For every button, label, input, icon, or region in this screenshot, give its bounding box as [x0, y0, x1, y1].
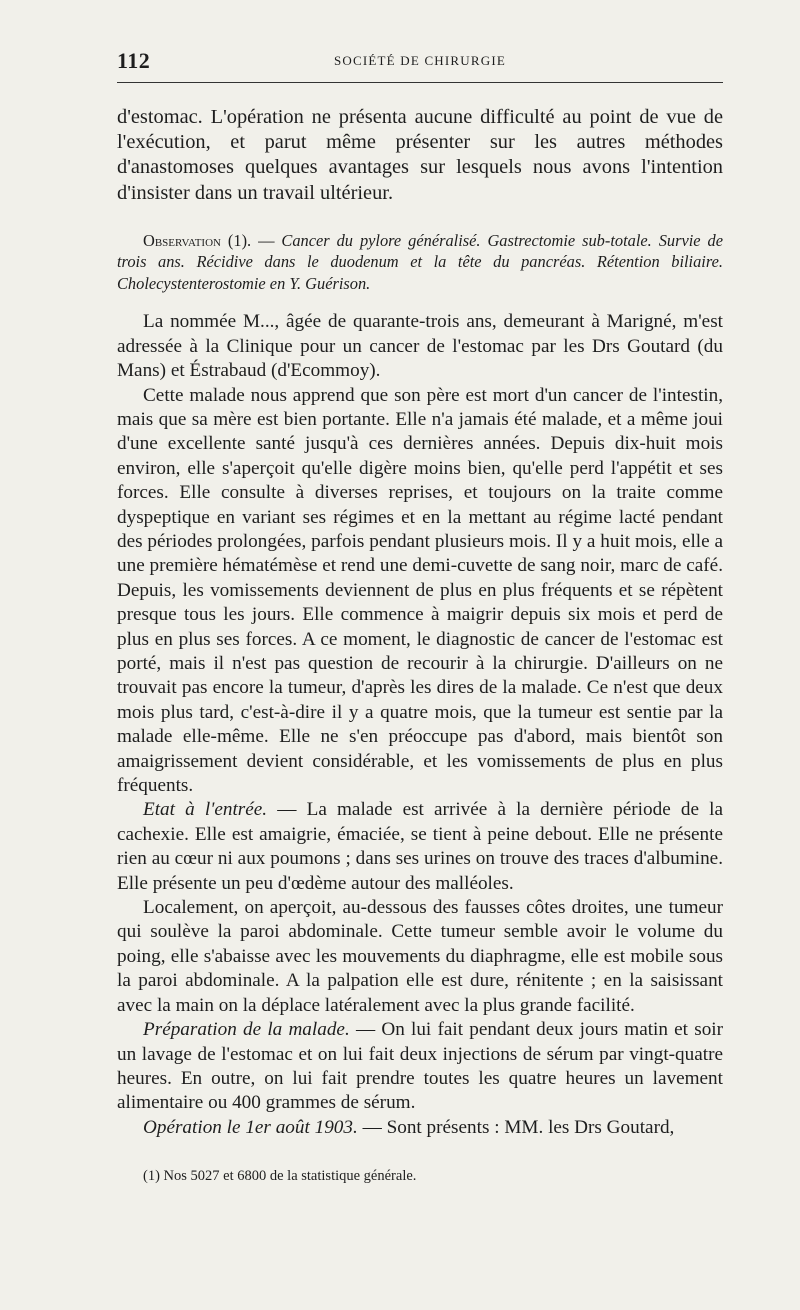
footnote: (1) Nos 5027 et 6800 de la statistique générale.	[143, 1168, 417, 1185]
paragraph-history: Cette malade nous apprend que son père est mort d'un cancer de l'intestin, mais que sa mère est bien portante. Elle n'a jamais été malade, et a même joui d'une excellente santé jusqu'à ces dernières années. Depuis dix-huit mois environ, elle s'aperçoit qu'elle digère moins bien, qu'elle perd l'appétit et ses forces. Elle consulte à diverses reprises, et toujours on la traite comme dyspeptique en variant ses régimes et en la mettant au régime lacté pendant des périodes prolongées, parfois pendant plusieurs mois. Il y a huit mois, elle a une première hématémèse et rend une demi-cuvette de sang noir, marc de café. Depuis, les vomissements deviennent de plus en plus fréquents et se répètent presque tous les jours. Elle commence à maigrir depuis six mois et perd de plus en plus ses forces. A ce moment, le diagnostic de cancer de l'estomac est porté, mais il n'est pas question de recourir à la chirurgie. D'ailleurs on ne trouvait pas encore la tumeur, d'après les dires de la malade. Ce n'est que deux mois plus tard, c'est-à-dire il y a quatre mois, que la tumeur est sentie par la malade elle-même. Elle ne s'en préoccupe pas d'abord, mais bientôt son amaigrissement devient considérable, et les vomissements de plus en plus fréquents.	[117, 384, 723, 797]
operation-lead: Opération le 1er août 1903.	[143, 1116, 358, 1138]
document-page	[117, 48, 723, 1186]
observation-label: Observation (1).	[143, 230, 252, 250]
paragraph-patient: La nommée M..., âgée de quarante-trois ans, demeurant à Marigné, m'est adressée à la Clinique pour un cancer de l'estomac par les Drs Goutard (du Mans) et Éstrabaud (d'Ecommoy).	[117, 311, 723, 382]
admission-state-lead: Etat à l'entrée.	[143, 799, 268, 821]
paragraph-preparation	[117, 1018, 723, 1116]
intro-paragraph: d'estomac. L'opération ne présenta aucune difficulté au point de vue de l'exécution, et parut même présenter sur les autres méthodes d'anastomoses quelques avantages sur lesquels nous avons l'intention d'insister dans un travail ultérieur.	[117, 106, 723, 204]
observation-title: Cancer du pylore généralisé. Gastrectomie sub-totale. Survie de trois ans. Récidive dans le duodenum et la tête du pancréas. Rétention biliaire. Cholecystenterostomie en Y. Guérison.	[117, 230, 723, 293]
page-header	[117, 48, 723, 83]
paragraph-admission-state	[117, 798, 723, 896]
running-title: SOCIÉTÉ DE CHIRURGIE	[333, 53, 507, 68]
paragraph-local-exam: Localement, on aperçoit, au-dessous des fausses côtes droites, une tumeur qui soulève la paroi abdominale. Cette tumeur semble avoir le volume du poing, elle s'abaisse avec les mouvements du diaphragme, elle est mobile sous la paroi abdominale. A la palpation elle est dure, rénitente ; en la saisissant avec la main on la déplace latéralement avec la plus grande facilité.	[117, 897, 723, 1016]
observation-separator: —	[251, 230, 282, 250]
operation-text: — Sont présents : MM. les Drs Goutard,	[357, 1116, 675, 1138]
page-number: 112	[117, 48, 151, 73]
preparation-lead: Préparation de la malade.	[143, 1019, 350, 1041]
preparation-text: — On lui fait pendant deux jours matin et soir un lavage de l'estomac et on lui fait deux injections de sérum par vingt-quatre heures. En outre, on lui fait prendre toutes les quatre heures un lavement alimentaire ou 400 grammes de sérum.	[117, 1019, 724, 1114]
paragraph-operation	[117, 1116, 723, 1140]
admission-state-text: — La malade est arrivée à la dernière période de la cachexie. Elle est amaigrie, émaciée, se tient à peine debout. Elle ne présente rien au cœur ni aux poumons ; dans ses urines on trouve des traces d'albumine. Elle présente un peu d'œdème autour des malléoles.	[117, 799, 723, 894]
observation-heading	[117, 230, 723, 295]
